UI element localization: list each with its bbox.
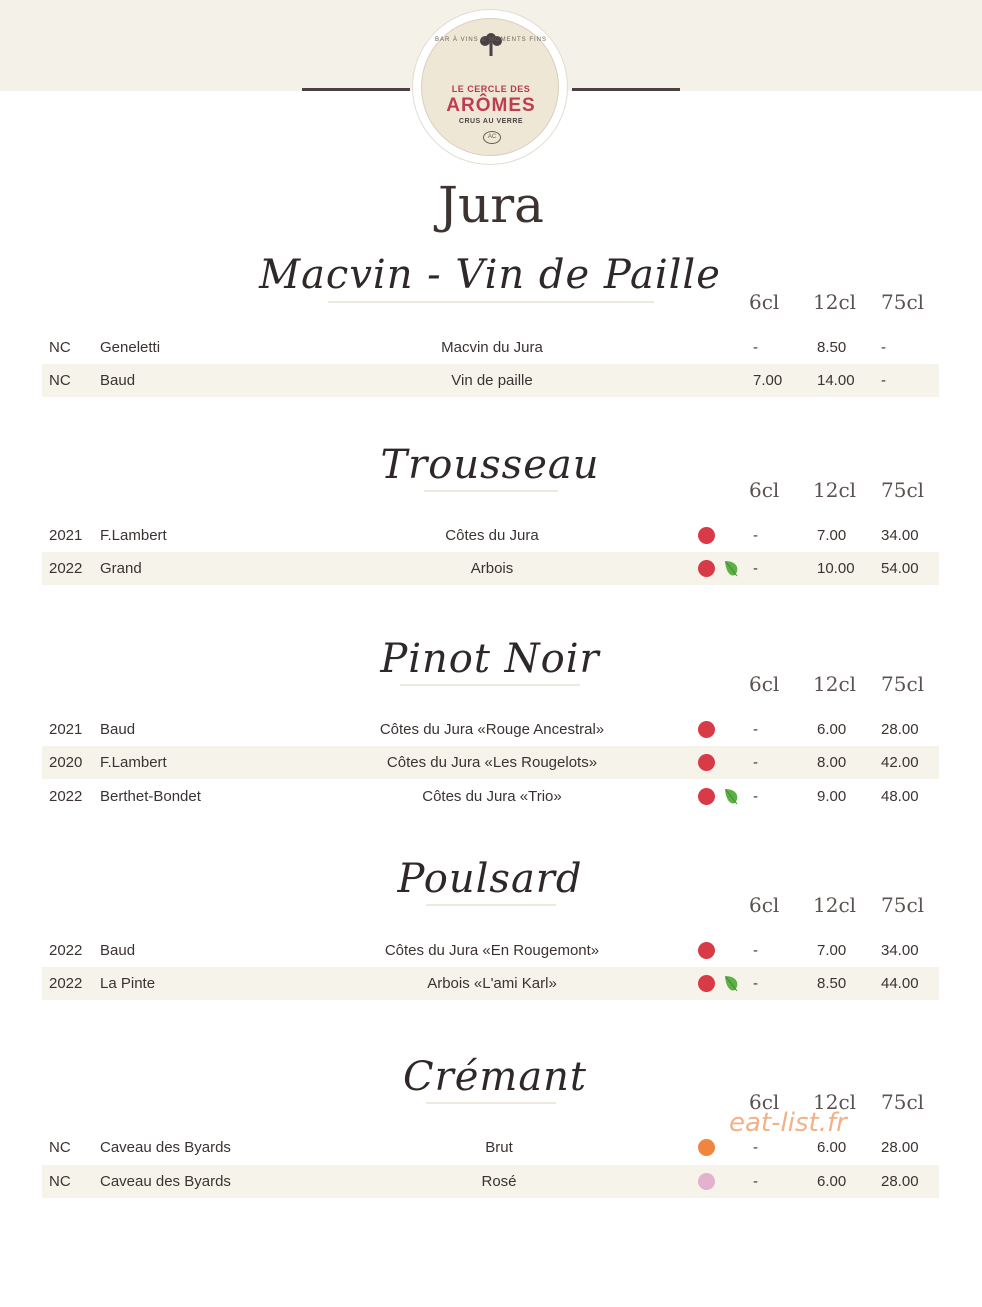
red-wine-icon (698, 942, 715, 959)
section-title-pinot-noir: Pinot Noir (380, 636, 600, 682)
red-wine-icon (698, 975, 715, 992)
red-wine-icon (698, 788, 715, 805)
logo-arc-text: BAR À VINS & MOMENTS FINS (434, 37, 547, 43)
price-75cl: 28.00 (881, 721, 919, 738)
logo-initials: AC (483, 131, 501, 144)
wine-producer: Baud (100, 942, 136, 959)
wine-producer: Baud (100, 372, 136, 389)
wine-row (42, 519, 939, 552)
wine-row (42, 934, 939, 967)
wine-year: NC (49, 1139, 71, 1156)
wine-name: Côtes du Jura «Trio» (422, 788, 562, 805)
wine-producer: Caveau des Byards (100, 1139, 231, 1156)
price-75cl: 48.00 (881, 788, 919, 805)
col-head-75cl: 75cl (881, 1090, 925, 1114)
section-underline (424, 490, 558, 492)
section-underline (426, 904, 556, 906)
section-title-trousseau: Trousseau (380, 442, 600, 488)
wine-year: 2020 (49, 754, 83, 771)
price-12cl: 9.00 (817, 788, 847, 805)
wine-producer: F.Lambert (100, 754, 167, 771)
price-6cl: 7.00 (753, 372, 783, 389)
wine-year: 2021 (49, 527, 83, 544)
price-12cl: 8.50 (817, 339, 847, 356)
leaf-icon (723, 559, 741, 578)
price-6cl: - (753, 754, 758, 771)
col-head-6cl: 6cl (749, 1090, 780, 1114)
wine-row (42, 746, 939, 779)
price-12cl: 7.00 (817, 942, 847, 959)
red-wine-icon (698, 560, 715, 577)
price-75cl: 28.00 (881, 1139, 919, 1156)
section-title-macvin: Macvin - Vin de Paille (259, 252, 721, 298)
wine-year: 2022 (49, 788, 83, 805)
wine-name: Arbois (470, 560, 514, 577)
header-rule-right (572, 88, 680, 91)
wine-year: NC (49, 372, 71, 389)
price-12cl: 6.00 (817, 1139, 847, 1156)
price-75cl: 34.00 (881, 942, 919, 959)
wine-year: NC (49, 339, 71, 356)
price-6cl: - (753, 975, 758, 992)
wine-row (42, 364, 939, 397)
wine-producer: Berthet-Bondet (100, 788, 201, 805)
section-title-poulsard: Poulsard (397, 856, 583, 902)
price-6cl: - (753, 942, 758, 959)
wine-producer: Grand (100, 560, 142, 577)
col-head-6cl: 6cl (749, 893, 780, 917)
price-12cl: 14.00 (817, 372, 855, 389)
section-underline (426, 1102, 556, 1104)
price-75cl: 54.00 (881, 560, 919, 577)
price-6cl: - (753, 560, 758, 577)
col-head-75cl: 75cl (881, 893, 925, 917)
wine-producer: Geneletti (100, 339, 161, 356)
wine-name: Côtes du Jura «Rouge Ancestral» (379, 721, 605, 738)
price-75cl: - (881, 372, 886, 389)
wine-row (42, 713, 939, 746)
section-underline (328, 301, 654, 303)
wine-producer: La Pinte (100, 975, 156, 992)
price-12cl: 7.00 (817, 527, 847, 544)
wine-row (42, 331, 939, 364)
price-12cl: 6.00 (817, 721, 847, 738)
logo (413, 10, 567, 164)
page-title: Jura (438, 176, 544, 234)
watermark: eat-list.fr (729, 1108, 847, 1138)
col-head-12cl: 12cl (813, 290, 857, 314)
price-6cl: - (753, 788, 758, 805)
wine-name: Vin de paille (451, 372, 533, 389)
col-head-12cl: 12cl (813, 893, 857, 917)
col-head-75cl: 75cl (881, 672, 925, 696)
price-6cl: - (753, 721, 758, 738)
wine-row (42, 967, 939, 1000)
wine-year: 2021 (49, 721, 83, 738)
wine-producer: F.Lambert (100, 527, 167, 544)
red-wine-icon (698, 527, 715, 544)
wine-year: 2022 (49, 975, 83, 992)
wine-name: Macvin du Jura (441, 339, 543, 356)
price-75cl: 42.00 (881, 754, 919, 771)
price-75cl: 34.00 (881, 527, 919, 544)
section-title-cremant: Crémant (402, 1054, 587, 1100)
price-75cl: 44.00 (881, 975, 919, 992)
col-head-6cl: 6cl (749, 478, 780, 502)
wine-name: Arbois «L'ami Karl» (427, 975, 557, 992)
price-12cl: 10.00 (817, 560, 855, 577)
col-head-12cl: 12cl (813, 478, 857, 502)
wine-row (42, 780, 939, 813)
section-underline (400, 684, 580, 686)
price-6cl: - (753, 1139, 758, 1156)
wine-year: 2022 (49, 560, 83, 577)
price-6cl: - (753, 527, 758, 544)
col-head-6cl: 6cl (749, 672, 780, 696)
logo-line-2: ARÔMES (446, 95, 536, 116)
wine-producer: Baud (100, 721, 136, 738)
price-75cl: 28.00 (881, 1173, 919, 1190)
rose-wine-icon (698, 1173, 715, 1190)
leaf-icon (723, 974, 741, 993)
price-6cl: - (753, 339, 758, 356)
col-head-6cl: 6cl (749, 290, 780, 314)
wine-row (42, 552, 939, 585)
wine-name: Brut (485, 1139, 513, 1156)
wine-row (42, 1165, 939, 1198)
logo-line-1: LE CERCLE DES (451, 84, 531, 94)
wine-year: NC (49, 1173, 71, 1190)
price-12cl: 8.50 (817, 975, 847, 992)
header-rule-left (302, 88, 410, 91)
wine-name: Côtes du Jura «En Rougemont» (384, 942, 600, 959)
wine-name: Côtes du Jura (445, 527, 539, 544)
col-head-12cl: 12cl (813, 672, 857, 696)
wine-year: 2022 (49, 942, 83, 959)
red-wine-icon (698, 721, 715, 738)
wine-producer: Caveau des Byards (100, 1173, 231, 1190)
wine-name: Rosé (481, 1173, 517, 1190)
price-75cl: - (881, 339, 886, 356)
wine-name: Côtes du Jura «Les Rougelots» (386, 754, 598, 771)
logo-line-3: CRUS AU VERRE (458, 118, 524, 125)
price-12cl: 8.00 (817, 754, 847, 771)
orange-wine-icon (698, 1139, 715, 1156)
price-12cl: 6.00 (817, 1173, 847, 1190)
red-wine-icon (698, 754, 715, 771)
logo-badge-circle (421, 18, 559, 156)
col-head-75cl: 75cl (881, 290, 925, 314)
col-head-12cl: 12cl (813, 1090, 857, 1114)
price-6cl: - (753, 1173, 758, 1190)
col-head-75cl: 75cl (881, 478, 925, 502)
leaf-icon (723, 787, 741, 806)
